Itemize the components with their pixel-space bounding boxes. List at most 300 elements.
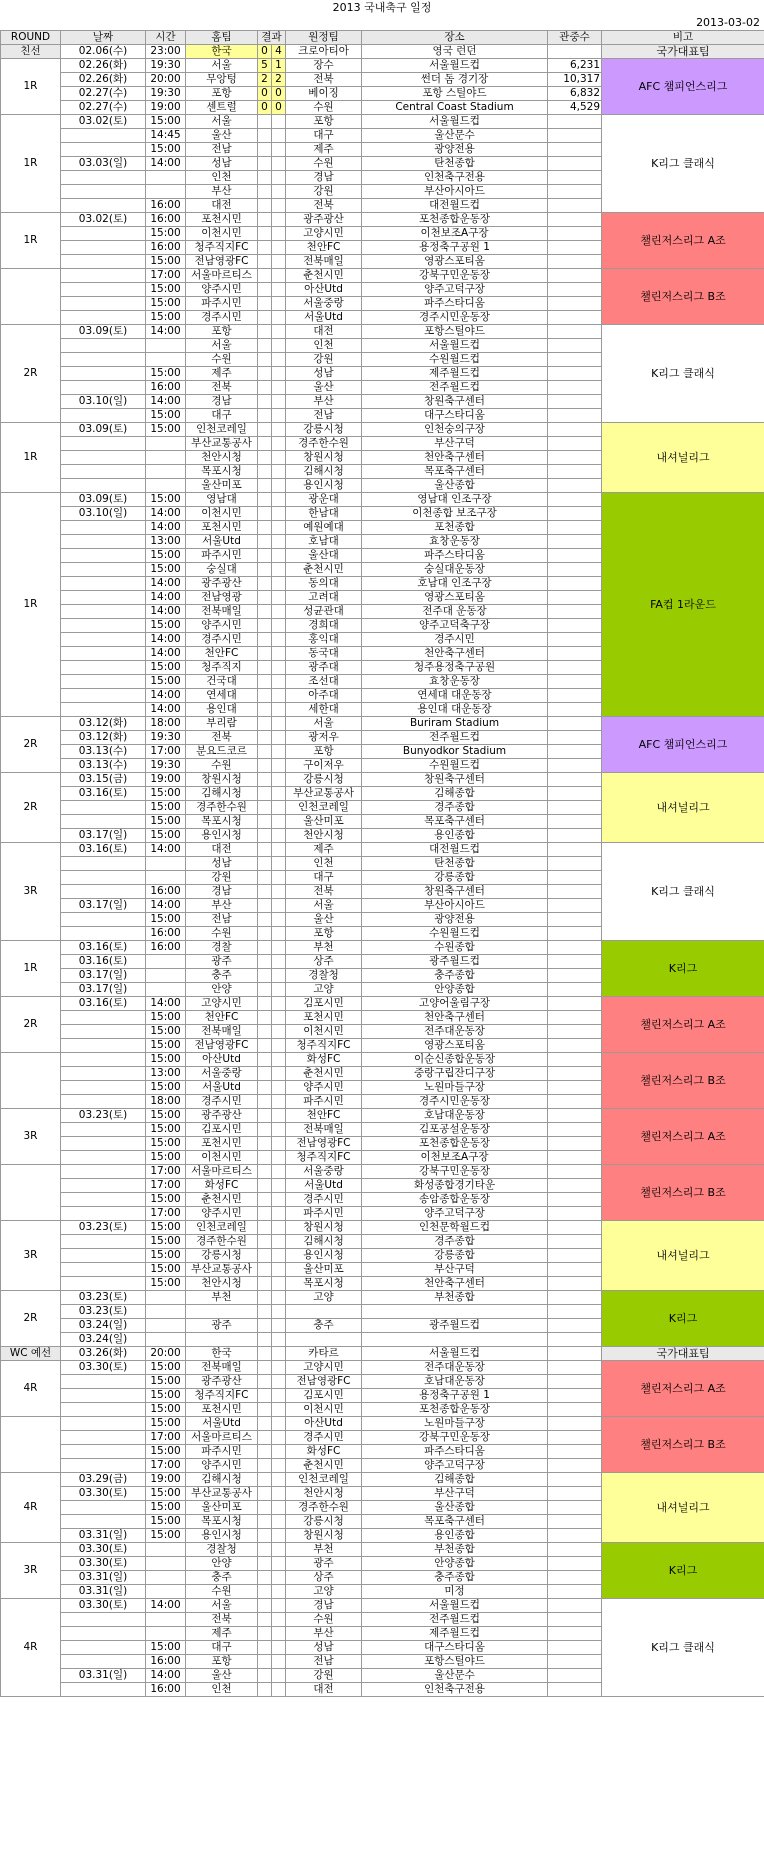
home-score-cell bbox=[258, 983, 272, 997]
attendance-cell bbox=[548, 661, 602, 675]
home-score-cell: 0 bbox=[258, 45, 272, 59]
home-cell: 서울마르티스 bbox=[186, 269, 258, 283]
table-row bbox=[1, 213, 764, 227]
home-cell: 목포시청 bbox=[186, 1515, 258, 1529]
attendance-cell bbox=[548, 521, 602, 535]
date-cell: 03.31(일) bbox=[61, 1585, 146, 1599]
away-cell: 강원 bbox=[286, 1669, 362, 1683]
away-score-cell bbox=[272, 423, 286, 437]
home-score-cell bbox=[258, 605, 272, 619]
away-score-cell bbox=[272, 1291, 286, 1305]
away-cell: 포항 bbox=[286, 745, 362, 759]
home-cell: 김해시청 bbox=[186, 787, 258, 801]
venue-cell: 포천종합운동장 bbox=[362, 1403, 548, 1417]
home-cell: 양주시민 bbox=[186, 283, 258, 297]
venue-cell: 용정축구공원 1 bbox=[362, 241, 548, 255]
date-cell bbox=[61, 1501, 146, 1515]
away-cell: 전북 bbox=[286, 885, 362, 899]
venue-cell: 울산종합 bbox=[362, 1501, 548, 1515]
away-score-cell bbox=[272, 1333, 286, 1347]
away-score-cell bbox=[272, 1571, 286, 1585]
venue-cell: 파주스타디움 bbox=[362, 1445, 548, 1459]
date-cell bbox=[61, 815, 146, 829]
home-score-cell bbox=[258, 367, 272, 381]
time-cell: 15:00 bbox=[146, 1151, 186, 1165]
attendance-cell bbox=[548, 955, 602, 969]
away-score-cell bbox=[272, 1557, 286, 1571]
home-cell: 전북매일 bbox=[186, 605, 258, 619]
time-cell: 14:00 bbox=[146, 521, 186, 535]
away-score-cell bbox=[272, 1445, 286, 1459]
home-score-cell bbox=[258, 801, 272, 815]
home-cell: 파주시민 bbox=[186, 297, 258, 311]
attendance-cell bbox=[548, 563, 602, 577]
table-row bbox=[1, 1347, 764, 1361]
home-cell: 전남영광FC bbox=[186, 1039, 258, 1053]
time-cell: 15:00 bbox=[146, 1011, 186, 1025]
date-cell bbox=[61, 1207, 146, 1221]
attendance-cell: 10,317 bbox=[548, 73, 602, 87]
date-cell bbox=[61, 437, 146, 451]
home-cell: 대전 bbox=[186, 199, 258, 213]
round-cell bbox=[1, 1165, 61, 1221]
away-score-cell bbox=[272, 717, 286, 731]
venue-cell: 노원마들구장 bbox=[362, 1081, 548, 1095]
venue-cell: 효창운동장 bbox=[362, 535, 548, 549]
home-cell: 파주시민 bbox=[186, 549, 258, 563]
table-row bbox=[1, 423, 764, 437]
home-score-cell bbox=[258, 633, 272, 647]
time-cell: 15:00 bbox=[146, 1081, 186, 1095]
attendance-cell bbox=[548, 1347, 602, 1361]
away-score-cell: 0 bbox=[272, 101, 286, 115]
time-cell: 14:00 bbox=[146, 1599, 186, 1613]
attendance-cell bbox=[548, 857, 602, 871]
away-score-cell: 4 bbox=[272, 45, 286, 59]
away-score-cell bbox=[272, 899, 286, 913]
away-cell: 울산 bbox=[286, 381, 362, 395]
round-cell: WC 예선 bbox=[1, 1347, 61, 1361]
away-score-cell bbox=[272, 591, 286, 605]
date-cell: 02.27(수) bbox=[61, 87, 146, 101]
home-score-cell bbox=[258, 1025, 272, 1039]
attendance-cell bbox=[548, 549, 602, 563]
attendance-cell bbox=[548, 1487, 602, 1501]
away-cell: 강원 bbox=[286, 185, 362, 199]
away-score-cell bbox=[272, 1641, 286, 1655]
away-cell: 춘천시민 bbox=[286, 1459, 362, 1473]
venue-cell: 용인종합 bbox=[362, 829, 548, 843]
away-score-cell bbox=[272, 143, 286, 157]
away-score-cell bbox=[272, 1277, 286, 1291]
date-cell: 03.16(토) bbox=[61, 997, 146, 1011]
away-cell: 강릉시청 bbox=[286, 773, 362, 787]
venue-cell: 양주고덕구장 bbox=[362, 1459, 548, 1473]
date-cell bbox=[61, 549, 146, 563]
home-score-cell: 5 bbox=[258, 59, 272, 73]
home-score-cell bbox=[258, 143, 272, 157]
time-cell: 15:00 bbox=[146, 1389, 186, 1403]
date-cell bbox=[61, 1235, 146, 1249]
home-score-cell bbox=[258, 885, 272, 899]
away-score-cell bbox=[272, 1543, 286, 1557]
attendance-cell bbox=[548, 843, 602, 857]
home-cell: 서울 bbox=[186, 59, 258, 73]
date-cell: 03.13(수) bbox=[61, 745, 146, 759]
home-cell: 경주시민 bbox=[186, 1095, 258, 1109]
home-cell: 전북 bbox=[186, 1613, 258, 1627]
home-cell: 포천시민 bbox=[186, 1403, 258, 1417]
note-cell: AFC 챔피언스리그 bbox=[602, 59, 764, 115]
venue-cell: 천안축구센터 bbox=[362, 647, 548, 661]
time-cell: 19:00 bbox=[146, 101, 186, 115]
table-row bbox=[1, 1109, 764, 1123]
attendance-cell bbox=[548, 1263, 602, 1277]
home-cell: 울산 bbox=[186, 1669, 258, 1683]
venue-cell: 탄천종합 bbox=[362, 857, 548, 871]
away-cell: 인천 bbox=[286, 339, 362, 353]
home-score-cell bbox=[258, 129, 272, 143]
time-cell: 15:00 bbox=[146, 815, 186, 829]
venue-cell: 전주월드컵 bbox=[362, 1613, 548, 1627]
away-score-cell bbox=[272, 773, 286, 787]
attendance-cell bbox=[548, 1053, 602, 1067]
print-date: 2013-03-02 bbox=[696, 16, 760, 29]
date-cell: 03.31(일) bbox=[61, 1669, 146, 1683]
attendance-cell bbox=[548, 969, 602, 983]
time-cell: 15:00 bbox=[146, 913, 186, 927]
time-cell: 14:00 bbox=[146, 899, 186, 913]
away-cell: 부산 bbox=[286, 1627, 362, 1641]
time-cell: 14:00 bbox=[146, 997, 186, 1011]
home-cell: 안양 bbox=[186, 1557, 258, 1571]
attendance-cell bbox=[548, 759, 602, 773]
venue-cell: 부산구덕 bbox=[362, 1263, 548, 1277]
home-cell: 화성FC bbox=[186, 1179, 258, 1193]
away-cell: 동국대 bbox=[286, 647, 362, 661]
date-cell bbox=[61, 1515, 146, 1529]
time-cell bbox=[146, 983, 186, 997]
time-cell: 16:00 bbox=[146, 199, 186, 213]
home-score-cell bbox=[258, 1109, 272, 1123]
venue-cell: 부천종합 bbox=[362, 1291, 548, 1305]
home-score-cell bbox=[258, 255, 272, 269]
attendance-cell bbox=[548, 983, 602, 997]
home-cell: 전북매일 bbox=[186, 1361, 258, 1375]
time-cell: 19:30 bbox=[146, 759, 186, 773]
date-cell: 03.30(토) bbox=[61, 1543, 146, 1557]
away-cell: 김해시청 bbox=[286, 1235, 362, 1249]
home-score-cell bbox=[258, 675, 272, 689]
away-score-cell bbox=[272, 1207, 286, 1221]
home-score-cell bbox=[258, 1179, 272, 1193]
home-cell: 제주 bbox=[186, 367, 258, 381]
home-cell: 부리람 bbox=[186, 717, 258, 731]
attendance-cell bbox=[548, 1193, 602, 1207]
home-cell: 서울 bbox=[186, 339, 258, 353]
away-cell: 전남 bbox=[286, 1655, 362, 1669]
home-cell: 충주 bbox=[186, 1571, 258, 1585]
attendance-cell bbox=[548, 927, 602, 941]
time-cell: 19:00 bbox=[146, 1473, 186, 1487]
round-cell: 1R bbox=[1, 115, 61, 213]
home-score-cell bbox=[258, 493, 272, 507]
away-score-cell bbox=[272, 549, 286, 563]
away-cell bbox=[286, 1305, 362, 1319]
time-cell: 15:00 bbox=[146, 283, 186, 297]
attendance-cell bbox=[548, 1557, 602, 1571]
time-cell: 15:00 bbox=[146, 829, 186, 843]
attendance-cell: 6,231 bbox=[548, 59, 602, 73]
attendance-cell bbox=[548, 1375, 602, 1389]
away-score-cell bbox=[272, 787, 286, 801]
away-cell: 용인시청 bbox=[286, 479, 362, 493]
home-score-cell bbox=[258, 1151, 272, 1165]
away-score-cell bbox=[272, 1683, 286, 1697]
home-cell: 서울Utd bbox=[186, 535, 258, 549]
home-cell: 대구 bbox=[186, 1641, 258, 1655]
away-score-cell bbox=[272, 1487, 286, 1501]
home-score-cell bbox=[258, 619, 272, 633]
time-cell: 17:00 bbox=[146, 1207, 186, 1221]
home-score-cell bbox=[258, 1515, 272, 1529]
home-score-cell bbox=[258, 1221, 272, 1235]
attendance-cell bbox=[548, 815, 602, 829]
venue-cell: 경주시민운동장 bbox=[362, 1095, 548, 1109]
away-score-cell bbox=[272, 311, 286, 325]
venue-cell: 부산구덕 bbox=[362, 1487, 548, 1501]
home-score-cell bbox=[258, 1319, 272, 1333]
attendance-cell bbox=[548, 409, 602, 423]
home-cell: 포천시민 bbox=[186, 521, 258, 535]
time-cell: 20:00 bbox=[146, 1347, 186, 1361]
attendance-cell bbox=[548, 1151, 602, 1165]
table-row bbox=[1, 45, 764, 59]
away-score-cell bbox=[272, 1249, 286, 1263]
attendance-cell bbox=[548, 1641, 602, 1655]
home-score-cell bbox=[258, 115, 272, 129]
venue-cell: 호남대운동장 bbox=[362, 1375, 548, 1389]
date-cell bbox=[61, 605, 146, 619]
home-score-cell bbox=[258, 535, 272, 549]
time-cell: 14:00 bbox=[146, 633, 186, 647]
away-cell: 충주 bbox=[286, 1319, 362, 1333]
attendance-cell bbox=[548, 199, 602, 213]
time-cell: 19:00 bbox=[146, 773, 186, 787]
home-score-cell bbox=[258, 1599, 272, 1613]
home-cell: 김포시민 bbox=[186, 1123, 258, 1137]
date-cell bbox=[61, 857, 146, 871]
away-cell: 수원 bbox=[286, 1613, 362, 1627]
away-cell: 아산Utd bbox=[286, 1417, 362, 1431]
time-cell: 14:00 bbox=[146, 157, 186, 171]
away-cell: 강원 bbox=[286, 353, 362, 367]
home-score-cell bbox=[258, 591, 272, 605]
date-cell: 02.06(수) bbox=[61, 45, 146, 59]
home-cell: 수원 bbox=[186, 927, 258, 941]
away-score-cell bbox=[272, 1263, 286, 1277]
time-cell: 16:00 bbox=[146, 941, 186, 955]
round-cell: 4R bbox=[1, 1599, 61, 1697]
round-cell: 1R bbox=[1, 941, 61, 997]
attendance-cell bbox=[548, 1389, 602, 1403]
table-row bbox=[1, 59, 764, 73]
table-row bbox=[1, 1291, 764, 1305]
attendance-cell bbox=[548, 1529, 602, 1543]
note-cell: 챌린저스리그 B조 bbox=[602, 1053, 764, 1109]
away-cell: 대전 bbox=[286, 325, 362, 339]
away-cell: 제주 bbox=[286, 843, 362, 857]
home-cell: 경남 bbox=[186, 395, 258, 409]
away-cell: 상주 bbox=[286, 1571, 362, 1585]
date-cell: 03.31(일) bbox=[61, 1529, 146, 1543]
note-cell: AFC 챔피언스리그 bbox=[602, 717, 764, 773]
away-score-cell bbox=[272, 857, 286, 871]
date-cell bbox=[61, 535, 146, 549]
venue-cell: 충주종합 bbox=[362, 1571, 548, 1585]
away-cell: 고양 bbox=[286, 1291, 362, 1305]
away-cell: 홍익대 bbox=[286, 633, 362, 647]
home-cell: 부산교통공사 bbox=[186, 1263, 258, 1277]
home-cell: 부산교통공사 bbox=[186, 437, 258, 451]
venue-cell: 포천종합 bbox=[362, 521, 548, 535]
home-cell: 광주광산 bbox=[186, 1375, 258, 1389]
date-cell: 03.30(토) bbox=[61, 1361, 146, 1375]
time-cell: 13:00 bbox=[146, 1067, 186, 1081]
venue-cell: 광주월드컵 bbox=[362, 955, 548, 969]
away-cell: 구이저우 bbox=[286, 759, 362, 773]
round-cell: 1R bbox=[1, 59, 61, 115]
venue-cell: 강북구민운동장 bbox=[362, 269, 548, 283]
date-cell bbox=[61, 1249, 146, 1263]
away-cell: 경주시민 bbox=[286, 1193, 362, 1207]
away-score-cell: 0 bbox=[272, 87, 286, 101]
home-cell: 숭실대 bbox=[186, 563, 258, 577]
home-score-cell bbox=[258, 997, 272, 1011]
header-attendance: 관중수 bbox=[548, 31, 602, 45]
home-cell: 고양시민 bbox=[186, 997, 258, 1011]
home-score-cell bbox=[258, 913, 272, 927]
home-score-cell bbox=[258, 213, 272, 227]
date-cell bbox=[61, 563, 146, 577]
time-cell: 14:00 bbox=[146, 605, 186, 619]
note-cell: K리그 클래식 bbox=[602, 1599, 764, 1697]
venue-cell: 천안축구센터 bbox=[362, 451, 548, 465]
home-score-cell bbox=[258, 451, 272, 465]
away-cell: 천안시청 bbox=[286, 829, 362, 843]
venue-cell: 서울월드컵 bbox=[362, 1599, 548, 1613]
attendance-cell bbox=[548, 1473, 602, 1487]
away-cell: 장수 bbox=[286, 59, 362, 73]
home-cell: 양주시민 bbox=[186, 619, 258, 633]
table-row bbox=[1, 269, 764, 283]
time-cell bbox=[146, 871, 186, 885]
date-cell bbox=[61, 1263, 146, 1277]
home-cell: 이천시민 bbox=[186, 1151, 258, 1165]
away-cell: 청주직지FC bbox=[286, 1151, 362, 1165]
date-cell: 03.17(일) bbox=[61, 899, 146, 913]
table-row bbox=[1, 997, 764, 1011]
date-cell bbox=[61, 675, 146, 689]
home-score-cell bbox=[258, 1165, 272, 1179]
home-score-cell bbox=[258, 1081, 272, 1095]
attendance-cell bbox=[548, 1025, 602, 1039]
venue-cell: 수원월드컵 bbox=[362, 927, 548, 941]
home-cell: 청주직지FC bbox=[186, 241, 258, 255]
home-cell bbox=[186, 1305, 258, 1319]
time-cell: 15:00 bbox=[146, 1375, 186, 1389]
away-score-cell bbox=[272, 661, 286, 675]
venue-cell: 인천문학월드컵 bbox=[362, 1221, 548, 1235]
attendance-cell bbox=[548, 1683, 602, 1697]
home-score-cell bbox=[258, 1403, 272, 1417]
attendance-cell bbox=[548, 1669, 602, 1683]
date-cell bbox=[61, 633, 146, 647]
home-score-cell bbox=[258, 171, 272, 185]
date-cell bbox=[61, 465, 146, 479]
date-cell bbox=[61, 591, 146, 605]
note-cell: 챌린저스리그 B조 bbox=[602, 1417, 764, 1473]
home-score-cell: 0 bbox=[258, 101, 272, 115]
attendance-cell bbox=[548, 241, 602, 255]
home-score-cell bbox=[258, 1067, 272, 1081]
venue-cell: 포천종합운동장 bbox=[362, 213, 548, 227]
home-score-cell bbox=[258, 1459, 272, 1473]
home-score-cell bbox=[258, 1683, 272, 1697]
venue-cell: 효창운동장 bbox=[362, 675, 548, 689]
date-cell bbox=[61, 689, 146, 703]
home-cell: 전북 bbox=[186, 381, 258, 395]
home-cell: 전남 bbox=[186, 143, 258, 157]
away-score-cell bbox=[272, 1123, 286, 1137]
date-cell: 03.02(토) bbox=[61, 115, 146, 129]
round-cell bbox=[1, 1053, 61, 1109]
away-score-cell bbox=[272, 647, 286, 661]
venue-cell: 부산아시아드 bbox=[362, 185, 548, 199]
away-score-cell bbox=[272, 171, 286, 185]
away-cell: 울산미포 bbox=[286, 1263, 362, 1277]
home-cell: 센트럴 bbox=[186, 101, 258, 115]
home-score-cell bbox=[258, 1487, 272, 1501]
attendance-cell bbox=[548, 507, 602, 521]
home-score-cell bbox=[258, 941, 272, 955]
header-date: 날짜 bbox=[61, 31, 146, 45]
home-score-cell bbox=[258, 577, 272, 591]
attendance-cell bbox=[548, 493, 602, 507]
date-cell: 03.31(일) bbox=[61, 1571, 146, 1585]
away-score-cell bbox=[272, 1627, 286, 1641]
home-cell: 경남 bbox=[186, 885, 258, 899]
away-score-cell bbox=[272, 1025, 286, 1039]
away-cell: 광운대 bbox=[286, 493, 362, 507]
away-score-cell bbox=[272, 1053, 286, 1067]
venue-cell: 영광스포티움 bbox=[362, 591, 548, 605]
table-row bbox=[1, 1361, 764, 1375]
date-cell bbox=[61, 381, 146, 395]
away-cell: 부산교통공사 bbox=[286, 787, 362, 801]
round-cell: 1R bbox=[1, 493, 61, 717]
away-cell: 크로아티아 bbox=[286, 45, 362, 59]
date-cell bbox=[61, 185, 146, 199]
away-score-cell bbox=[272, 1375, 286, 1389]
time-cell: 15:00 bbox=[146, 367, 186, 381]
away-score-cell bbox=[272, 325, 286, 339]
note-cell: 챌린저스리그 A조 bbox=[602, 1361, 764, 1417]
away-cell: 예원예대 bbox=[286, 521, 362, 535]
time-cell: 18:00 bbox=[146, 717, 186, 731]
home-cell: 충주 bbox=[186, 969, 258, 983]
time-cell: 15:00 bbox=[146, 675, 186, 689]
